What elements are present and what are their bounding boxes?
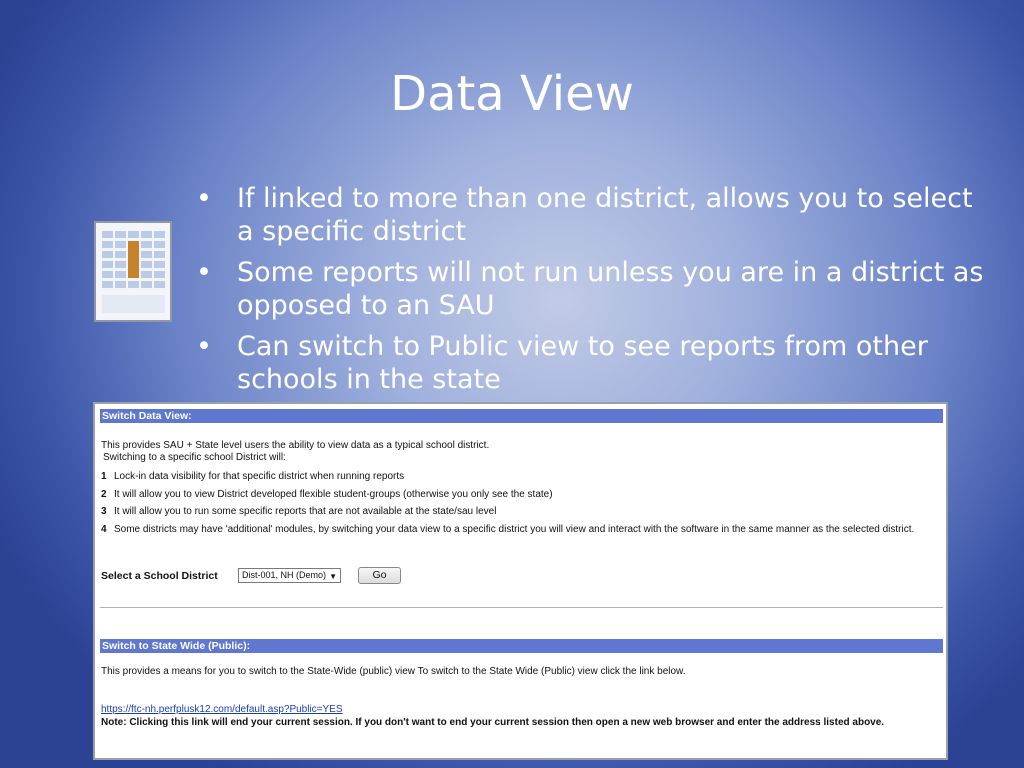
switch-public-header: Switch to State Wide (Public): [100, 639, 943, 653]
bullet-text: Some reports will not run unless you are in a district as opposed to an SAU [237, 257, 984, 321]
bullet-dot-icon: • [196, 257, 212, 288]
chevron-down-icon: ▼ [329, 572, 337, 581]
bullet-item [196, 330, 986, 396]
bullet-list [196, 182, 986, 404]
bullet-dot-icon: • [196, 331, 212, 362]
bullet-text: If linked to more than one district, allows you to select a specific district [237, 183, 973, 247]
go-button[interactable]: Go [358, 567, 401, 584]
intro-text: This provides SAU + State level users the ability to view data as a typical school district. [101, 440, 490, 451]
bullet-item [196, 256, 986, 322]
list-item: 1 Lock-in data visibility for that specific district when running reports [101, 471, 405, 482]
list-item: 3 It will allow you to run some specific reports that are not available at the state/sau level [101, 506, 497, 517]
bullet-item [196, 182, 986, 248]
session-note: Note: Clicking this link will end your current session. If you don't want to end your current session then open a new web browser and enter the address listed above. [101, 717, 885, 728]
district-select-value: Dist-001, NH (Demo) [242, 570, 327, 580]
public-description: This provides a means for you to switch to the State-Wide (public) view To switch to the State Wide (Public) view click the link below. [101, 666, 686, 677]
slide-title: Data View [390, 66, 634, 122]
list-item: 2 It will allow you to view District developed flexible student-groups (otherwise you only see the state) [101, 489, 553, 500]
switch-data-view-header: Switch Data View: [100, 409, 943, 423]
public-view-link[interactable]: https://ftc-nh.perfplusk12.com/default.asp?Public=YES [101, 704, 343, 715]
data-view-panel [93, 402, 948, 760]
section-divider [100, 607, 943, 608]
select-district-label: Select a School District [101, 570, 218, 582]
intro-text-2: Switching to a specific school District will: [103, 452, 286, 463]
data-grid-icon [94, 221, 172, 322]
bullet-dot-icon: • [196, 183, 212, 214]
list-item: 4 Some districts may have 'additional' modules, by switching your data view to a specific district you will view and interact with the software in the same manner as the selected district. [101, 524, 915, 535]
district-select[interactable] [238, 568, 341, 583]
bullet-text: Can switch to Public view to see reports from other schools in the state [237, 331, 928, 395]
